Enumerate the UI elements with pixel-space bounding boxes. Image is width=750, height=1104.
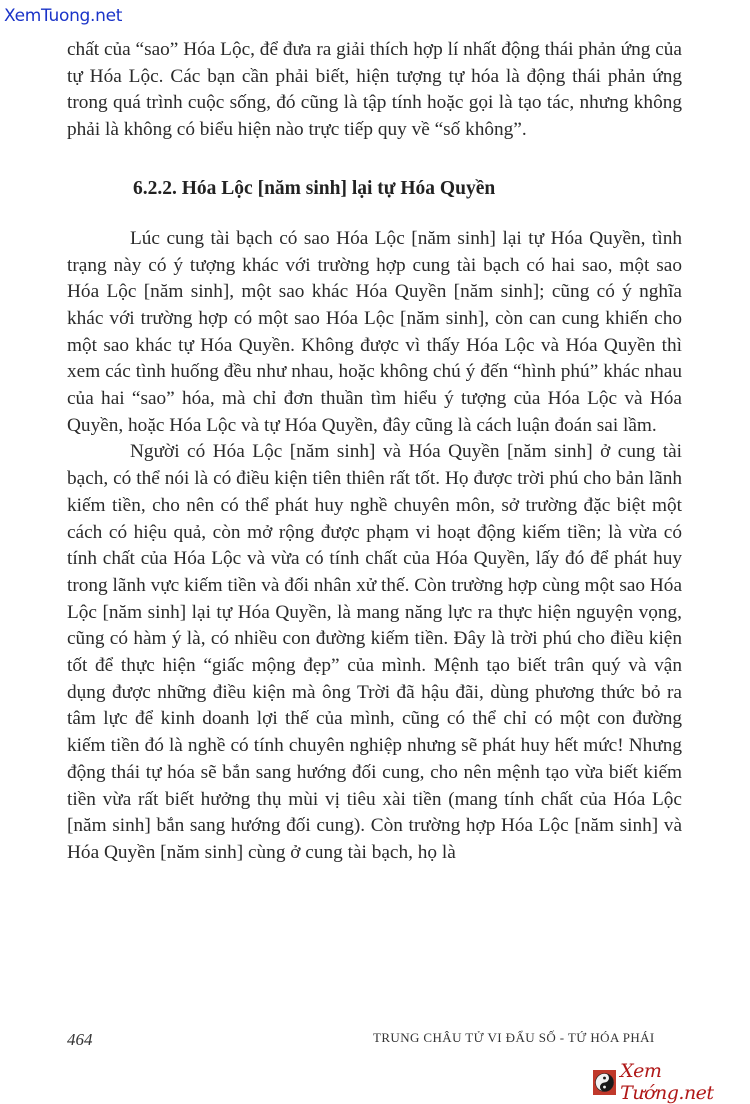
- watermark-top: XemTuong.net: [4, 6, 123, 26]
- page-number: 464: [67, 1030, 93, 1049]
- paragraph: Người có Hóa Lộc [năm sinh] và Hóa Quyền [năm sinh] ở cung tài bạch, có thể nói là có điều kiện tiên thiên rất tốt. Họ được trời phú cho bản lãnh kiếm tiền, cho nên có thể phát huy nghề chuyên môn, sở trường đặc biệt một cách có hiệu quả, còn mở rộng được phạm vi hoạt động kiếm tiền; là vừa có tính chất của Hóa Lộc và vừa có tính chất của Hóa Quyền, lấy đó để phát huy trong lãnh vực kiếm tiền và đối nhân xử thế. Còn trường hợp cùng một sao Hóa Lộc [năm sinh] lại tự Hóa Quyền, là mang năng lực ra thực hiện nguyện vọng, cũng có hàm ý là, có nhiều con đường kiếm tiền. Đây là trời phú cho điều kiện tốt để thực hiện “giấc mộng đẹp” của mình. Mệnh tạo biết trân quý và vận dụng được những điều kiện mà ông Trời đã hậu đãi, dùng phương thức bỏ ra tâm lực để kinh doanh lợi thế của mình, cũng có thể chỉ có một con đường kiếm tiền đó là nghề có tính chuyên nghiệp nhưng sẽ phát huy hết mức! Nhưng động thái tự hóa sẽ bắn sang hướng đối cung, cho nên mệnh tạo vừa biết kiếm tiền vừa rất biết hưởng thụ mùi vị tiêu xài tiền (mang tính chất của Hóa Lộc [năm sinh] bắn sang hướng đối cung). Còn trường hợp Hóa Lộc [năm sinh] và Hóa Quyền [năm sinh] cùng ở cung tài bạch, họ là: [67, 441, 682, 863]
- paragraph: Lúc cung tài bạch có sao Hóa Lộc [năm sinh] lại tự Hóa Quyền, tình trạng này có ý tượng khác với trường hợp cung tài bạch có hai sao, một sao Hóa Lộc [năm sinh], một sao khác Hóa Quyền [năm sinh]; cũng có ý nghĩa khác với trường hợp có một sao Hóa Lộc [năm sinh], còn can cung khiến cho một sao khác tự Hóa Quyền. Không được vì thấy Hóa Lộc và Hóa Quyền thì xem các tình huống đều như nhau, hoặc không chú ý đến “hình phú” khác nhau của hai “sao” hóa, mà chỉ đơn thuần tìm hiểu ý tượng của Hóa Lộc và Hóa Quyền, hoặc Hóa Lộc và tự Hóa Quyền, đây cũng là cách luận đoán sai lầm.: [67, 227, 682, 436]
- site-logo: [593, 1060, 750, 1104]
- section-heading: 6.2.2. Hóa Lộc [năm sinh] lại tự Hóa Quyền: [133, 177, 496, 199]
- page-content: [67, 37, 682, 867]
- paragraph-continued: chất của “sao” Hóa Lộc, để đưa ra giải thích hợp lí nhất động thái phản ứng của tự Hóa Lộc. Các bạn cần phải biết, hiện tượng tự hóa là động thái phản ứng trong quá trình cuộc sống, đó cũng là tập tính hoặc gọi là tạo tác, nhưng không phải là không có biểu hiện nào trực tiếp quy về “số không”.: [67, 39, 682, 141]
- yin-yang-icon: [593, 1070, 616, 1095]
- logo-text: Xem Tướng.net: [620, 1060, 714, 1104]
- running-footer-title: TRUNG CHÂU TỬ VI ĐẨU SỐ - TỨ HÓA PHÁI: [373, 1030, 655, 1045]
